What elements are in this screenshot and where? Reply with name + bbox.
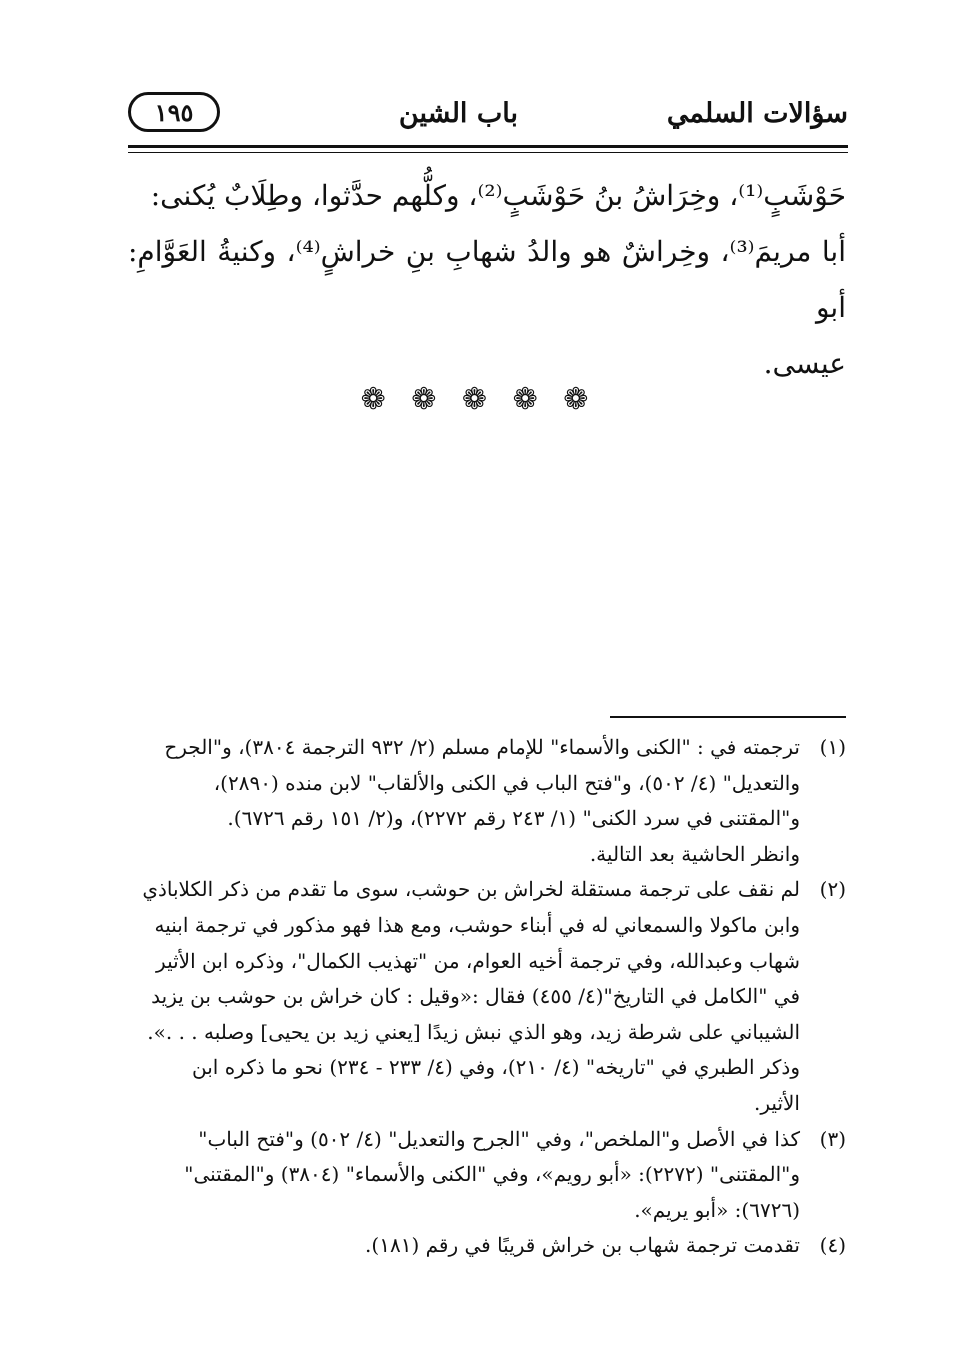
main-text-line: حَوْشَبٍ⁽¹⁾، وخِرَاشُ بنُ حَوْشَبٍ⁽²⁾، وكلُّهم حدَّثوا، وطِلَابٌ يُكنى: (150, 179, 846, 212)
header-rule-thin (128, 152, 848, 153)
footnote-number: (١) (819, 735, 846, 759)
footnote-number: (٤) (819, 1233, 846, 1258)
footnote-line: و"المقتنى في سرد الكنى" (١/ ٢٤٣ رقم ٢٢٧٢)، و(٢/ ١٥١ رقم ٦٧٢٦). (227, 806, 800, 831)
footnote-line: وذكر الطبري في "تاريخه" (٤/ ٢١٠)، وفي (٤/ ٢٣٣ - ٢٣٤) نحو ما ذكره ابن (192, 1055, 800, 1080)
footnote-line: و"المقتنى" (٢٢٧٢): «أبو رويم»، وفي "الكنى والأسماء" (٣٨٠٤) و"المقتنى" (184, 1162, 800, 1187)
page-number (128, 92, 220, 132)
footnote-line: كذا في الأصل و"الملخص"، وفي "الجرح والتعديل" (٤/ ٥٠٢) و"فتح الباب" (198, 1126, 800, 1151)
main-text-line: عيسى. (763, 347, 846, 380)
footnote-line: وانظر الحاشية بعد التالية. (589, 841, 800, 866)
footnote-line: الأثير. (754, 1090, 800, 1115)
chapter-title: باب الشين (398, 98, 518, 129)
section-divider-ornament: ❁ ❁ ❁ ❁ ❁ (360, 382, 597, 417)
footnotes (128, 730, 846, 1264)
footnote-separator (610, 716, 846, 718)
footnote-3 (128, 1122, 846, 1229)
footnote-line: وابن ماكولا والسمعاني له في أبناء حوشب، ومع هذا فهو مذكور في ترجمة ابنيه (154, 912, 800, 937)
footnote-line: في "الكامل في التاريخ"(٤/ ٤٥٥) فقال :«وقيل : كان خراش بن حوشب بن يزيد (151, 984, 800, 1009)
footnote-line: والتعديل" (٤/ ٥٠٢)، و"فتح الباب في الكنى والألقاب" لابن منده (٢٨٩٠)، (213, 770, 800, 795)
footnote-line: تقدمت ترجمة شهاب بن خراش قريبًا في رقم (١٨١). (365, 1233, 800, 1258)
footnote-line: ترجمته في : "الكنى والأسماء" للإمام مسلم (٢/ ٩٣٢ الترجمة ٣٨٠٤)، و"الجرح (164, 735, 800, 759)
footnote-line: شهاب وعبدالله، وفي ترجمة أخيه العوام، من "تهذيب الكمال"، وذكره ابن الأثير (156, 948, 800, 973)
page-number-text: ١٩٥ (154, 97, 194, 127)
footnote-2 (128, 872, 846, 1121)
footnote-number: (٣) (819, 1126, 846, 1151)
footnote-line: لم نقف على ترجمة مستقلة لخراش بن حوشب، سوى ما تقدم من ذكر الكلاباذي (142, 877, 800, 902)
header-rule-thick (128, 145, 848, 148)
main-text-line: أبا مريمَ⁽³⁾، وخِراشٌ هو والدُ شهابِ بنِ خراشٍ⁽⁴⁾، وكنيةُ العَوَّامِ: أبو (128, 235, 847, 324)
footnote-line: (٦٧٢٦): «أبو يريم». (634, 1197, 800, 1222)
main-text (128, 168, 846, 392)
footnote-text (128, 1122, 800, 1229)
footnote-number: (٢) (819, 877, 846, 902)
footnote-1 (128, 730, 846, 872)
page-header (128, 92, 848, 144)
footnote-line: الشيباني على شرطة زيد، وهو الذي نبش زيدًا [يعني زيد بن يحيى] وصلبه . . .». (147, 1019, 800, 1044)
footnote-text (128, 730, 800, 872)
footnote-4 (128, 1228, 846, 1264)
footnote-text (128, 1228, 800, 1264)
book-title: سؤالات السلمي (666, 98, 848, 129)
footnote-text (128, 872, 800, 1121)
